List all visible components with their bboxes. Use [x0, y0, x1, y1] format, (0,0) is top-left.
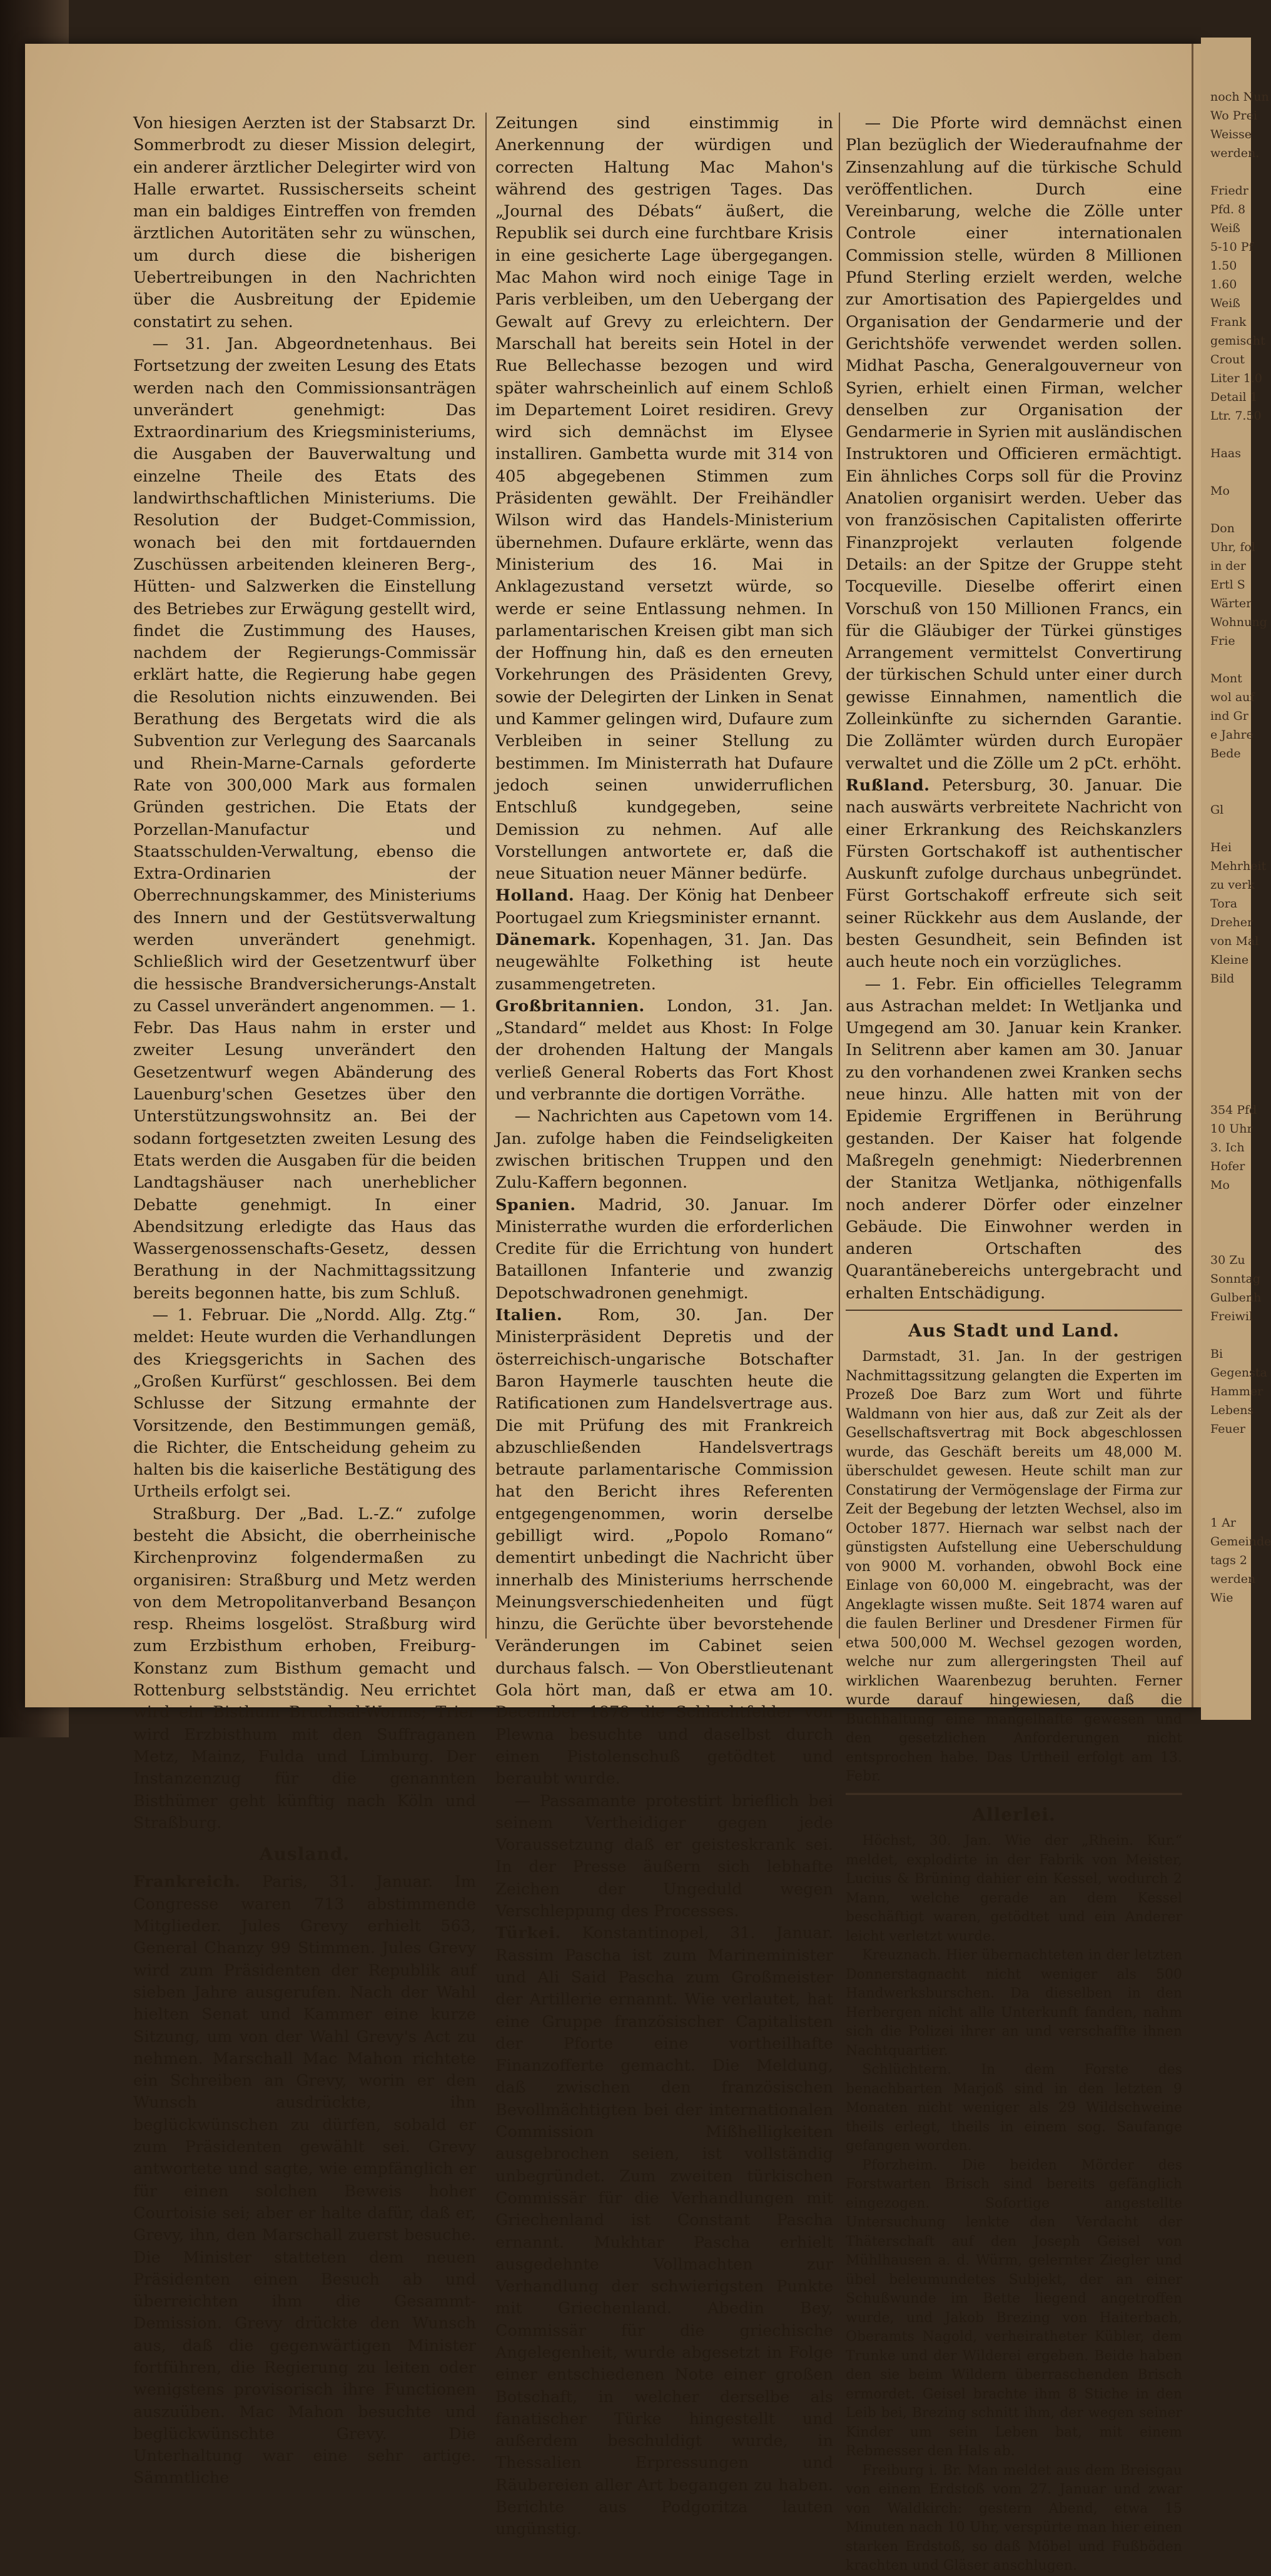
section-heading-stadt-und-land: Aus Stadt und Land. [908, 1320, 1120, 1341]
margin-fragment: 1 Ar [1210, 1516, 1236, 1530]
margin-fragment: 10 Uhr [1210, 1122, 1253, 1136]
margin-fragment: Lebens [1210, 1403, 1254, 1417]
margin-fragment [1210, 650, 1251, 669]
column-rule-2 [839, 113, 840, 1639]
article-text: Petersburg, 30. Januar. Die nach auswärts verbreitete Nachricht von einer Erkrankung des Reichskanzlers Fürsten Gortschakoff ist authentischer Auskunft zufolge durchaus unbegründet. Fürst Gortschakoff erfreute sich seit seiner Rückkehr aus dem Auslande, der besten Gesundheit, sein Befinden ist auch heute noch ein vorzügliches. [846, 775, 1182, 972]
article-paragraph: — Passamante protestirt brieflich bei seinem Vertheidiger gegen jede Voraussetzung daß er geisteskrank sei. In der Presse äußern sich lebhafte Zeichen der Ungeduld wegen Verschleppung des Processes. [495, 1791, 833, 1921]
country-lead: Dänemark. [495, 930, 597, 949]
margin-fragment [1210, 819, 1251, 838]
margin-fragment: Wärter [1210, 597, 1252, 610]
margin-fragment: Bede [1210, 747, 1241, 760]
article-paragraph [133, 1871, 476, 2489]
country-lead: Frankreich. [133, 1872, 241, 1892]
article-paragraph [846, 775, 1182, 974]
article-paragraph: Von hiesigen Aerzten ist der Stabsarzt Dr. Sommerbrodt zu dieser Mission delegirt, ein anderer ärztlicher Delegirter wird von Halle erwartet. Russischerseits scheint man ein baldiges Eintreffen von fremden ärztlichen Autoritäten sehr zu wünschen, um durch diese die bisherigen Uebertreibungen in den Nachrichten über die Ausbreitung der Epidemie constatirt zu sehen. [133, 114, 476, 331]
article-paragraph: Höchst, 30. Jan. Wie der „Rhein. Kur.“ meldet, explodirte in der Fabrik von Meister, Lucius & Brüning dahier ein Kessel, wodurch 2 Mann, welche gerade an dem Kessel beschäftigt waren, getödtet und ein Anderer leicht verletzt wurde. [846, 1833, 1182, 1944]
article-paragraph: — Die Pforte wird demnächst einen Plan bezüglich der Wiederaufnahme der Zinsenzahlung auf die türkische Schuld veröffentlichen. Durch eine Vereinbarung, welche die Zölle unter Controle einer internationalen Commission stelle, würden 8 Millionen Pfund Sterling erzielt werden, welche zur Amortisation des Papiergeldes und Organisation der Gendarmerie und der Gerichtshöfe verwendet werden sollen. Midhat Pascha, Generalgouverneur von Syrien, erhielt einen Firman, welcher denselben zur Organisation der Gendarmerie in Syrien mit ausländischen Instruktoren und Officieren ermächtigt. Ein ähnliches Corps soll für die Provinz Anatolien organisirt werden. Ueber das von französischen Capitalisten offerirte Finanzprojekt verlauten folgende Details: an der Spitze der Gruppe steht Tocqueville. Dieselbe offerirt einen Vorschuß von 150 Millionen Francs, ein für die Gläubiger der Türkei günstiges Arrangement vermittelst Convertirung der türkischen Schuld unter einer durch gewisse Einnahmen, namentlich die Zolleinkünfte zu sichernden Garantie. Die Zollämter würden durch Europäer verwaltet und die Zölle um 2 pCt. erhöht. [846, 114, 1182, 773]
margin-fragment [1210, 1607, 1251, 1626]
column-2 [495, 113, 833, 2539]
article-paragraph: — 1. Febr. Ein officielles Telegramm aus Astrachan meldet: In Wetljanka und Umgegend am 30. Januar kein Kranker. In Selitrenn aber kamen am 30. Januar zu den vorhandenen zwei Kranken sechs neue hinzu. Alle hatten mit von der Epidemie Ergriffenen in Berührung gestanden. Der Kaiser hat folgende Maßregeln genehmigt: Niederbrennen der Stanitza Wetljanka, nöthigenfalls noch anderer Dörfer oder einzelner Gebäude. Die Einwohner werden in anderen Ortschaften des Quarantänebereichs untergebracht und erhalten Entschädigung. [846, 974, 1182, 1303]
article-paragraph [495, 929, 833, 996]
margin-fragment: Bi [1210, 1347, 1223, 1361]
margin-fragment: Mo [1210, 484, 1230, 498]
margin-fragment [1210, 1457, 1251, 1476]
margin-fragment: Mehrheit [1210, 859, 1267, 873]
margin-fragment [1210, 163, 1251, 181]
article-paragraph: Freiburg i. Br. Man meldet aus dem Breisgau von einem Erdstoß vom 27. Januar und zwar von Waldkirch: gestern Abend, etwa 15 Minuten nach 10 Uhr, verspürte man hier einen starken Erdstoß, so daß Möbel und Fußböden krachten und Gläser anschlugen. [846, 2462, 1182, 2574]
margin-fragment [1210, 1063, 1251, 1082]
margin-fragment: Hei [1210, 841, 1232, 854]
country-lead: Italien. [495, 1306, 563, 1325]
country-lead: Rußland. [846, 775, 930, 795]
country-lead: Großbritannien. [495, 996, 645, 1016]
margin-fragment: Bild [1210, 972, 1235, 986]
page-fold [1192, 44, 1193, 1707]
margin-fragment: Weisse [1210, 128, 1252, 141]
margin-fragment: Mont [1210, 672, 1242, 685]
margin-fragment [1210, 1213, 1251, 1232]
margin-fragment: 5-10 Pf [1210, 240, 1253, 254]
margin-fragment: Freiwil [1210, 1310, 1253, 1323]
column-1 [133, 113, 476, 2488]
margin-fragment: Gemeinde [1210, 1535, 1271, 1548]
margin-fragment [1210, 1026, 1251, 1044]
margin-fragment: 354 Pfd [1210, 1103, 1257, 1117]
margin-fragment: 1.60 [1210, 278, 1237, 291]
margin-fragment: Wie [1210, 1591, 1233, 1605]
margin-fragment: Friedr [1210, 184, 1248, 198]
margin-fragment: Hofer [1210, 1159, 1245, 1173]
margin-fragment [1210, 763, 1251, 782]
margin-fragment: Gulbenh [1210, 1291, 1262, 1305]
margin-fragment: Wohnung [1210, 615, 1267, 629]
article-paragraph: — 1. Februar. Die „Nordd. Allg. Ztg.“ meldet: Heute wurden die Verhandlungen des Kriegsgerichts in Sachen des „Großen Kurfürst“ geschlossen. Bei dem Schlusse der Sitzung ermahnte der Vorsitzende, den Bestimmungen gemäß, die Richter, die Entscheidung geheim zu halten bis die kaiserliche Bestätigung des Urtheils erfolgt sei. [133, 1306, 476, 1502]
country-lead: Holland. [495, 886, 575, 906]
article-text: Haag. Der König hat Denbeer Poortugael zum Kriegsminister ernannt. [495, 886, 833, 927]
margin-fragment: von Mal [1210, 934, 1259, 948]
margin-fragment: noch Nun [1210, 90, 1269, 104]
article-paragraph: Pforzheim. Die beiden Mörder des Forstwarten Brisch sind bereits gefänglich eingezogen. Sofortige angestellte Untersuchung lenkte den Verdacht der Thäterschaft auf den Joseph Geisel von Mühlhausen a. d. Würm, gelernter Ziegler und übel beleumundetes Subjekt, der an einer Schußwunde im Bette liegend angetroffen wurde, und Jakob Brezing von Haiterbach, Oberamts Nagold, verheiratheter Kübler, dem Trunke und der Wilderei ergeben. Beide haben den sie beim Wildern überraschenden Brisch ermordet. Geisel brachte ihm 8 Stiche in den Leib bei, Brezing schnitt ihm, der wegen seiner Kinder um sein Leben bat, mit einem Rebmesser den Hals ab. [846, 2157, 1182, 2460]
margin-fragment: 30 Zu [1210, 1253, 1245, 1267]
country-lead: Türkei. [495, 1924, 561, 1943]
section-divider [846, 1310, 1182, 1311]
article-paragraph: Zeitungen sind einstimmig in Anerkennung der würdigen und correcten Haltung Mac Mahon's während des gestrigen Tages. Das „Journal des Débats“ äußert, die Republik sei durch eine furchtbare Krisis in eine gesicherte Lage übergegangen. Mac Mahon wird noch einige Tage in Paris verbleiben, um den Uebergang der Gewalt auf Grevy zu erleichtern. Der Marschall hat bereits sein Hotel in der Rue Bellechasse bezogen und wird später wahrscheinlich auf einem Schloß im Departement Loiret residiren. Grevy wird sich demnächst im Elysee installiren. Gambetta wurde mit 314 von 405 abgegebenen Stimmen zum Präsidenten gewählt. Der Freihändler Wilson wird das Handels-Ministerium übernehmen. Dufaure erklärte, wenn das Ministerium des 16. Mai in Anklagezustand versetzt würde, so werde er seine Entlassung nehmen. In parlamentarischen Kreisen gibt man sich der Hoffnung hin, daß es den erneuten Vorkehrungen des Präsidenten Grevy, sowie der Delegirten der Linken in Senat und Kammer gelingen wird, Dufaure zum Verbleiben in seiner Stellung zu bestimmen. Im Ministerrath hat Dufaure jedoch seinen unwiderruflichen Entschluß kundgegeben, seine Demission zu nehmen. Auf alle Vorstellungen antwortete er, daß die neue Situation neuer Männer bedürfe. [495, 114, 833, 884]
margin-fragment: 1.50 [1210, 259, 1237, 273]
margin-fragment: Pfd. 8 [1210, 203, 1246, 216]
margin-fragment [1210, 782, 1251, 801]
article-text: Paris, 31. Januar. Im Congresse waren 713 abstimmende Mitglieder. Jules Grevy erhielt 563, General Chanzy 99 Stimmen. Jules Grevy wird zum Präsidenten der Republik auf sieben Jahre ausgerufen. Nach der Wahl hielten Senat und Kammer eine kurze Sitzung, um von der Wahl Grevy's Act zu nehmen. Marschall Mac Mahon richtete ein Schreiben an Grevy, worin er den Wunsch ausdrückte, ihn beglückwünschen zu dürfen, sobald er zum Präsidenten gewählt sei. Grevy antwortete und sagte, wie empfänglich er für einen solchen Beweis hoher Courtoisie sei; aber er halte dafür, daß er, Grevy, ihn, den Marschall zuerst besuche. Die Minister statteten dem neuen Präsidenten einen Besuch ab und überreichten ihm die Gesammt-Demission. Grevy drückte den Wunsch aus, daß die gegenwärtigen Minister fortführen, die Regierung zu leiten oder wenigstens provisorisch ihre Functionen auszuüben. Mac Mahon besuchte und beglückwünschte Grevy. Die Unterhaltung war eine sehr artige. Sämmtliche [133, 1872, 476, 2488]
article-paragraph [495, 1922, 833, 2540]
margin-fragment: ind Gr [1210, 709, 1248, 723]
margin-fragment [1210, 988, 1251, 1007]
margin-fragment: Crout [1210, 353, 1245, 366]
margin-fragment [1210, 1495, 1251, 1513]
margin-fragment [1210, 1232, 1251, 1251]
margin-fragment: Gl [1210, 803, 1224, 817]
margin-fragment: Frie [1210, 634, 1235, 648]
margin-fragment [1210, 1195, 1251, 1213]
margin-fragment [1210, 1438, 1251, 1457]
article-paragraph: Straßburg. Der „Bad. L.-Z.“ zufolge besteht die Absicht, die oberrheinische Kirchenprovinz folgendermaßen zu organisiren: Straßburg und Metz werden von dem Metropolitanverband Besançon resp. Rheims losgelöst. Straßburg wird zum Erzbisthum erhoben, Freiburg-Konstanz zum Bisthum gemacht und Rottenburg selbstständig. Neu errichtet wird ein Bisthum Bruchsal-Worms; Trier wird Erzbisthum mit den Suffraganen Metz, Mainz, Fulda und Limburg. Der Instanzenzug für die genannten Bisthümer geht künftig nach Köln und Straßburg. [133, 1504, 476, 1832]
margin-fragment [1210, 500, 1251, 519]
margin-fragment [1210, 425, 1251, 444]
margin-fragment: Ltr. 7.50 [1210, 409, 1262, 423]
margin-fragment: Don [1210, 522, 1235, 535]
margin-fragment: zu verk [1210, 878, 1255, 892]
article-text: Rom, 30. Jan. Der Ministerpräsident Depretis und der österreichisch-ungarische Botschafter Baron Haymerle tauschten heute die Ratificationen zum Handelsvertrage aus. Die mit Prüfung des mit Frankreich abzuschließenden Handelsvertrags betraute parlamentarische Commission hat den Bericht ihres Referenten entgegengenommen, worin derselbe gebilligt wird. „Popolo Romano“ dementirt unbedingt die Nachricht über innerhalb des Ministeriums herrschende Meinungsverschiedenheiten und fügt hinzu, die Gerüchte über bevorstehende Veränderungen im Cabinet seien durchaus falsch. — Von Oberstlieutenant Gola hört man, daß er etwa am 10. December 1878 die Schlachtfelder von Plewna besuchte und daselbst durch einen Pistolenschuß getödtet und beraubt wurde. [495, 1306, 833, 1789]
section-heading-ausland: Ausland. [259, 1844, 350, 1865]
article-paragraph [495, 885, 833, 929]
margin-fragment: Weiß [1210, 296, 1240, 310]
margin-fragment [1210, 1007, 1251, 1026]
article-paragraph: — Nachrichten aus Capetown vom 14. Jan. zufolge haben die Feindseligkeiten zwischen britischen Truppen und den Zulu-Kaffern begonnen. [495, 1107, 833, 1193]
margin-fragment: gemischt [1210, 334, 1265, 348]
article-paragraph [495, 1305, 833, 1791]
margin-fragment: Gegensta [1210, 1366, 1267, 1380]
article-paragraph: Darmstadt, 31. Jan. In der gestrigen Nachmittagssitzung gelangten die Experten im Prozeß Doe Barz zum Wort und führte Waldmann von hier aus, daß zur Zeit als der Gesellschaftsvertrag mit Bock abgeschlossen wurde, das Geschäft bereits um 48,000 M. überschuldet gewesen. Heute schilt man zur Constatirung der Vermögenslage der Firma zur Zeit der Begebung der letzten Wechsel, also im October 1877. Hiernach war selbst nach der günstigsten Aufstellung eine Ueberschuldung von 9000 M. vorhanden, obwohl Bock eine Einlage von 60,000 M. eingebracht, was der Angeklagte wissen mußte. Seit 1874 waren auf die faulen Berliner und Dresdener Firmen für etwa 500,000 M. Wechsel gezogen worden, welche nur zum allergeringsten Theil auf wirklichen Waarenbezug beruhten. Ferner wurde darauf hingewiesen, daß die Buchhaltung eine mangelhafte gewesen und den gesetzlichen Anforderungen nicht entsprochen habe. Das Urtheil erfolgt am 13. Febr. [846, 1349, 1182, 1785]
margin-fragment: werden [1210, 1572, 1256, 1586]
article-text: Konstantinopel, 31. Januar. Rassim Pascha ist zum Marineminister und Ali Said Pascha zum Großmeister der Artillerie ernannt. Wie verlautet, hat eine Gruppe französischer Capitalisten der Pforte eine vortheilhafte Finanzofferte gemacht. Die Meldung, daß zwischen den französischen Bevollmächtigten bei der internationalen Commission Mißhelligkeiten ausgebrochen seien, ist vollständig unbegründet. Zum zweiten türkischen Commissär für die Verhandlungen mit Griechenland ist Constant Pascha ernannt. Mukhtar Pascha erhielt ausgedehnte Vollmachten zur Verhandlung der schwierigsten Punkte mit Griechenland. Abedin Bey, Commissär für die griechische Angelegenheit, wurde abgesetzt in Folge einer entschiedenen Note einer großen Botschaft, in welcher derselbe als fanatischer Türke hingestellt und außerdem beschuldigt wurde, in Thessalien Erpressungen und Räubereien aller Art begangen zu haben. Berichte aus Podgoritza lauten ungünstig. [495, 1924, 833, 2539]
country-lead: Spanien. [495, 1195, 576, 1215]
margin-fragment: Haas [1210, 447, 1241, 460]
margin-fragment [1210, 463, 1251, 482]
margin-fragment [1210, 1326, 1251, 1345]
article-text: Kopenhagen, 31. Jan. Das neugewählte Folkething ist heute zusammengetreten. [495, 930, 833, 994]
margin-fragment [1210, 1082, 1251, 1101]
margin-fragment: Weiß [1210, 221, 1240, 235]
margin-fragment: Ertl S [1210, 578, 1245, 592]
margin-fragment [1210, 1044, 1251, 1063]
margin-fragment: Sonntag [1210, 1272, 1261, 1286]
margin-fragment: Feuer [1210, 1422, 1245, 1436]
column-3 [846, 113, 1182, 2574]
article-paragraph: Schlüchtern. In dem Forste des benachbarten Marjoß sind in den letzten 9 Monaten nicht weniger als 29 Wildschweine theils erlegt, theils in einem sog. Saufange gefangen worden. [846, 2062, 1182, 2154]
column-rule-1 [485, 113, 487, 1639]
margin-fragment: wol auf [1210, 690, 1255, 704]
margin-fragment: e Jahre [1210, 728, 1253, 742]
article-paragraph [495, 1195, 833, 1305]
article-paragraph: — 31. Jan. Abgeordnetenhaus. Bei Fortsetzung der zweiten Lesung des Etats werden nach den Commissionsanträgen unverändert genehmigt: Das Extraordinarium des Kriegsministeriums, die Ausgaben der Bauverwaltung und einzelne Theile des Etats des landwirthschaftlichen Ministeriums. Die Resolution der Budget-Commission, wonach bei den mit fortdauernden Zuschüssen arbeitenden kleineren Berg-, Hütten- und Salzwerken die Einstellung des Betriebes zur Erwägung gestellt wird, findet die Zustimmung des Hauses, nachdem der Regierungs-Commissär erklärt hatte, die Regierung habe gegen die Resolution nichts einzuwenden. Bei Berathung des Bergetats wird die als Subvention zur Verlegung des Saarcanals und Rhein-Marne-Carnals geforderte Rate von 300,000 Mark aus formalen Gründen gestrichen. Die Etats der Porzellan-Manufactur und Staatsschulden-Verwaltung, ebenso die Extra-Ordinarien der Oberrechnungskammer, des Ministeriums des Innern und der Gestütsverwaltung werden unverändert genehmigt. Schließlich wird der Gesetzentwurf über die hessische Brandversicherungs-Anstalt zu Cassel unverändert angenommen. — 1. Febr. Das Haus nahm in erster und zweiter Lesung unverändert den Gesetzentwurf wegen Abänderung des Lauenburg'schen Gesetzes über den Unterstützungswohnsitz an. Bei der sodann fortgesetzten zweiten Lesung des Etats werden die Ausgaben für die beiden Landtagshäuser nach unerheblicher Debatte genehmigt. In einer Abendsitzung erledigte das Haus das Wassergenossenschafts-Gesetz, dessen Berathung in der Nachmittagssitzung bereits begonnen hatte, bis zum Schluß. [133, 334, 476, 1303]
margin-fragment: Tora [1210, 897, 1238, 911]
article-paragraph: Kreuznach. Hier übernachteten in der letzten Donnerstagnacht nicht weniger als 500 Handwerksburschen. Da dieselben in den Herbergen nicht alle Unterkunft fanden, nahm sich die Polizei ihrer an und verschaffte ihnen Nachtquartier. [846, 1947, 1182, 2059]
margin-fragment: 3. Ich [1210, 1141, 1245, 1154]
section-heading-allerlei: Allerlei. [972, 1804, 1056, 1825]
margin-fragment: Kleine [1210, 953, 1249, 967]
margin-fragment: werden. [1210, 146, 1260, 160]
margin-fragment: Liter 1.0 [1210, 371, 1262, 385]
next-page-fragment-column [1210, 88, 1271, 1689]
article-text: Madrid, 30. Januar. Im Ministerrathe wurden die erforderlichen Credite für die Errichtung von hundert Bataillonen Infanterie und zwanzig Depotschwadronen genehmigt. [495, 1195, 833, 1303]
margin-fragment: Frank [1210, 315, 1247, 329]
margin-fragment [1210, 1476, 1251, 1495]
article-paragraph [495, 996, 833, 1106]
margin-fragment: in der [1210, 559, 1246, 573]
article-text: London, 31. Jan. „Standard“ meldet aus Khost: In Folge der drohenden Haltung der Mangals verließ General Roberts das Fort Khost und verbrannte die dortigen Vorräthe. [495, 996, 833, 1104]
margin-fragment [1210, 1626, 1251, 1645]
margin-fragment: tags 2 [1210, 1553, 1248, 1567]
margin-fragment: Detail 1 [1210, 390, 1258, 404]
margin-fragment: Wo Prei [1210, 109, 1257, 123]
margin-fragment: Hammer [1210, 1385, 1263, 1398]
margin-fragment: Dreher [1210, 916, 1253, 929]
margin-fragment: Uhr, fol [1210, 540, 1255, 554]
section-divider [846, 1793, 1182, 1795]
margin-fragment: Mo [1210, 1178, 1230, 1192]
